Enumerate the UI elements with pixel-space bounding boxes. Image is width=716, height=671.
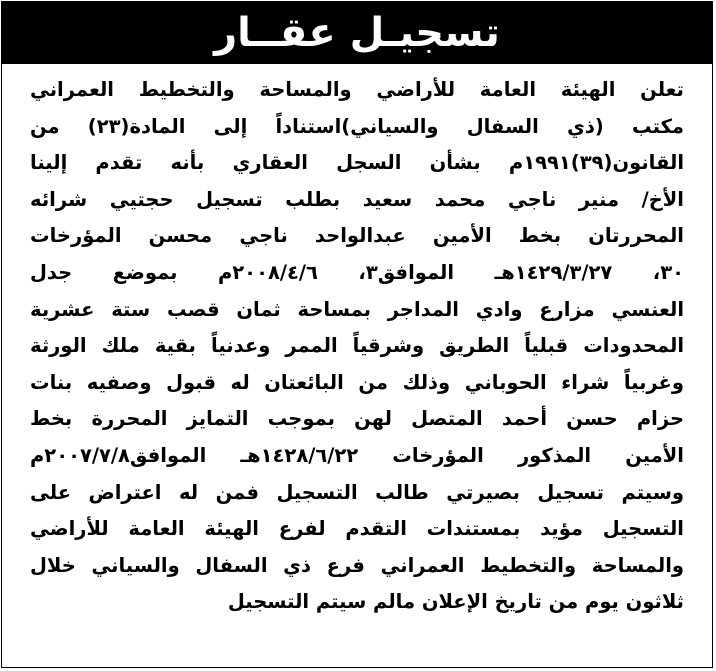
notice-body-line: العنسي مزارع وادي المداجر بمساحة ثمان قصب ستة عشرية: [30, 297, 684, 321]
notice-body-line: وغربياً شراء الحوباني وذلك من البائعتان له قبول وصفيه بنات: [30, 370, 684, 394]
notice-body-line: التسجيل مؤيد بمستندات التقدم لفرع الهيئة العامة للأراضي: [30, 517, 684, 541]
notice-body-line: تعلن الهيئة العامة للأراضي والمساحة والتخطيط العمراني: [30, 78, 684, 101]
notice-body-line: ٣٠، ١٤٢٩/٣/٢٧هـ الموافق٣، ٢٠٠٨/٤/٦م بموضع جدل: [30, 260, 684, 284]
notice-header: [2, 2, 712, 64]
notice-body-line: الأمين المذكور المؤرخات ١٤٢٨/٦/٢٢هـ الموافق٢٠٠٧/٧/٨م: [30, 443, 684, 467]
notice-body-line: حزام حسن أحمد المتصل لهن بموجب التمايز المحررة بخط: [30, 407, 684, 431]
notice-body-line: مكتب (ذي السفال والسياني)استناداً إلى المادة(٢٣) من: [30, 114, 685, 138]
real-estate-registration-notice: [1, 1, 713, 668]
notice-body-line: وسيتم تسجيل بصيرتي طالب التسجيل فمن له اعتراض على: [30, 480, 684, 504]
notice-body: [30, 72, 684, 657]
notice-body-line: المحررتان بخط الأمين عبدالواحد ناجي محسن المؤرخات: [30, 224, 684, 248]
notice-body-line: ثلاثون يوم من تاريخ الإعلان مالم سيتم التسجيل: [227, 590, 684, 614]
notice-title: تسجيـل عقــار: [214, 10, 500, 56]
notice-body-line: والمساحة والتخطيط العمراني فرع ذي السفال والسياني خلال: [30, 553, 684, 577]
notice-body-line: القانون(٣٩)١٩٩١م بشأن السجل العقاري بأنه تقدم إلينا: [30, 151, 684, 175]
notice-body-line: المحدودات قبلياً الطريق وشرقياً الممر وعدنياً بقية ملك الورثة: [30, 334, 684, 358]
notice-body-line: الأخ/ منير ناجي محمد سعيد بطلب تسجيل حجتيي شرائه: [30, 187, 684, 211]
